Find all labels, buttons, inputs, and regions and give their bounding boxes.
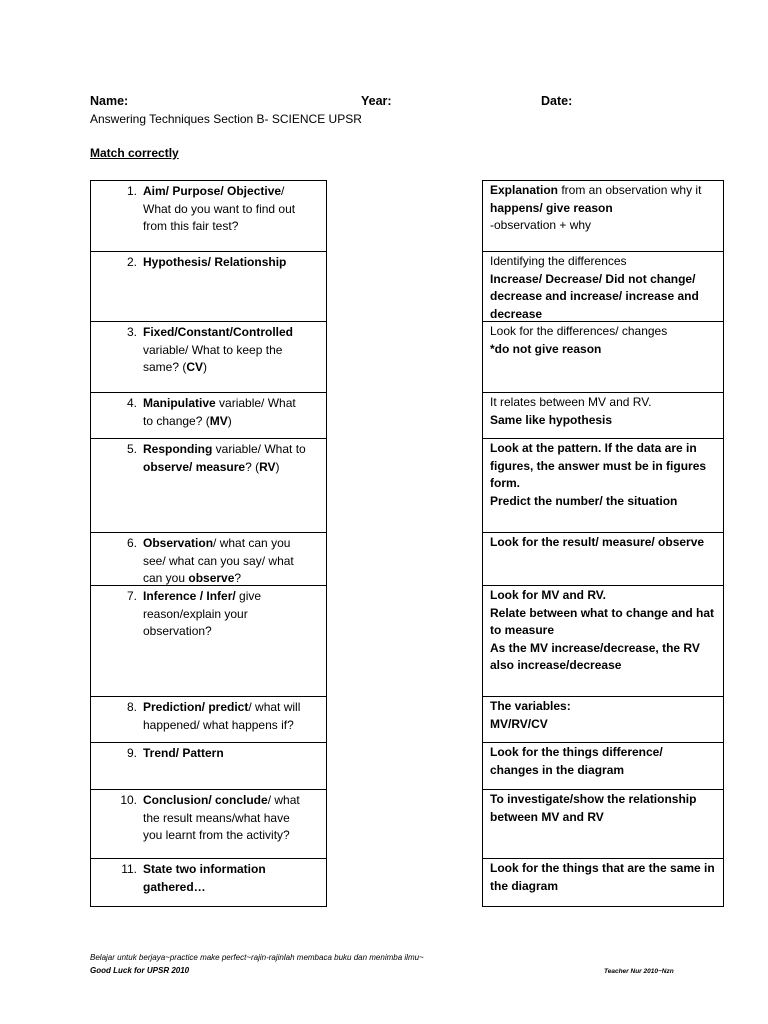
right-item-line [490,412,718,430]
right-item-text: changes in the diagram [490,762,625,777]
name-label: Name: [90,94,129,108]
right-item-text: decrease [490,306,543,321]
left-item-line [143,254,320,272]
item-number: 10. [120,793,137,807]
left-item-line [143,745,320,763]
left-item-cell [91,181,326,251]
left-item-cell [91,438,326,532]
left-item-text: / what [267,793,300,807]
left-item-line [143,827,320,845]
left-item-line [143,588,320,606]
item-term [143,745,320,789]
right-item-text: Increase/ Decrease/ Did not change/ [490,271,696,286]
right-item-line [490,493,718,511]
right-item-cell [483,789,723,858]
left-item-line [143,459,320,477]
left-item-line [143,183,320,201]
left-item-text: Trend/ Pattern [143,746,224,760]
left-item-line [143,218,320,236]
item-number: 2. [126,255,137,269]
left-item-cell [91,392,326,438]
right-item-text: Look for the things that are the same in [490,861,715,875]
left-item-text: MV [209,413,228,428]
left-item-cell [91,585,326,696]
item-number: 9. [126,746,137,760]
left-item-line [143,699,320,717]
left-item-line [143,395,320,413]
year-label: Year: [361,94,392,108]
left-item-text: Prediction/ predict [143,700,249,714]
left-item-text: variable/ What to keep the [143,342,283,357]
left-item-line [143,342,320,360]
item-term [143,861,320,906]
right-item-line [490,341,718,359]
right-item-line [490,534,718,552]
left-item-line [143,810,320,828]
left-item-line [143,553,320,571]
right-item-line [490,698,718,716]
right-item-cell [483,321,723,392]
right-item-line [490,640,718,658]
right-item-text: *do not give reason [490,341,602,356]
right-item-cell [483,742,723,789]
item-term [143,254,320,321]
right-item-text: MV/RV/CV [490,716,548,731]
match-heading: Match correctly [90,146,179,160]
right-item-line [490,744,718,762]
left-item-text: you learnt from the activity? [143,828,290,842]
right-item-cell [483,438,723,532]
right-item-text: Look for the result/ measure/ observe [490,535,705,549]
right-item-cell [483,696,723,742]
left-item-line [143,535,320,553]
right-item-text: also increase/decrease [490,658,622,672]
right-item-cell [483,251,723,321]
left-item-text: Fixed/Constant/Controlled [143,325,293,339]
footer-teacher: Teacher Nur 2010~Nzn [604,968,674,975]
right-item-line [490,762,718,780]
right-item-line [490,323,718,341]
right-item-text: Identifying the differences [490,254,627,268]
right-item-cell [483,392,723,438]
right-item-line [490,622,718,640]
right-item-text: Explanation [490,183,559,197]
right-item-text: As the MV increase/decrease, the RV [490,640,700,655]
left-item-line [143,717,320,735]
left-item-cell [91,251,326,321]
right-item-line [490,475,718,493]
left-item-text: Observation [143,536,214,550]
footer-motto: Belajar untuk berjaya~practice make perfect~rajin-rajinlah membaca buku dan menimba ilmu~ [90,953,424,962]
right-item-line [490,306,718,322]
left-item-text: happened/ what happens if? [143,717,294,732]
right-item-text: figures, the answer must be in figures [490,458,707,473]
right-item-text: happens/ give reason [490,200,613,215]
item-term [143,324,320,392]
item-number: 3. [126,325,137,339]
right-item-cell [483,858,723,906]
right-item-text: Look for the things difference/ [490,745,663,759]
left-item-line [143,623,320,641]
left-item-cell [91,532,326,585]
footer-good-luck: Good Luck for UPSR 2010 [90,966,190,975]
right-item-line [490,458,718,476]
left-item-text: gathered… [143,879,206,894]
left-item-text: observation? [143,624,212,638]
item-number: 1. [126,184,137,198]
left-item-text: can you [143,571,189,585]
left-item-text: / what can you [213,536,291,550]
right-item-cell [483,181,723,251]
left-item-text: ) [203,360,208,374]
right-item-text: -observation + why [490,218,592,232]
left-item-text: ? [234,571,242,585]
left-item-cell [91,321,326,392]
left-item-line [143,201,320,219]
right-item-line [490,716,718,734]
left-item-text: observe [188,571,235,585]
right-item-line [490,791,718,809]
left-item-text: give [235,589,262,603]
left-item-text: Manipulative [143,396,216,410]
date-label: Date: [541,94,573,108]
right-item-line [490,271,718,289]
right-item-line [490,657,718,675]
right-item-line [490,440,718,458]
left-item-text: State two information [143,862,266,876]
right-item-text: form. [490,476,520,490]
left-item-line [143,359,320,377]
item-term [143,588,320,696]
left-item-text: to change? ( [143,413,210,428]
item-number: 6. [126,536,137,550]
item-term [143,699,320,742]
right-item-text: To investigate/show the relationship [490,792,697,806]
right-item-text: Look at the pattern. If the data are in [490,441,697,455]
left-item-line [143,861,320,879]
right-item-text: Look for the differences/ changes [490,324,668,338]
left-item-line [143,324,320,342]
right-item-line [490,288,718,306]
left-item-text: / what will [248,700,301,714]
item-term [143,441,320,532]
left-item-line [143,441,320,459]
left-item-line [143,879,320,897]
left-item-text: see/ what can you say/ what [143,553,294,568]
item-term [143,183,320,251]
left-item-cell [91,742,326,789]
right-item-text: between MV and RV [490,809,604,824]
right-item-line [490,217,718,235]
left-item-text: / [281,184,285,198]
right-item-line [490,182,718,200]
left-item-cell [91,858,326,906]
item-number: 5. [126,442,137,456]
left-item-text: Aim/ Purpose/ Objective [143,184,282,198]
left-item-text: Hypothesis/ Relationship [143,255,287,269]
right-item-text: Look for MV and RV. [490,588,607,602]
left-item-text: same? ( [143,360,187,374]
item-number: 7. [126,589,137,603]
worksheet-subtitle: Answering Techniques Section B- SCIENCE UPSR [90,112,362,126]
right-item-text: It relates between MV and RV. [490,395,652,409]
left-item-text: RV [259,459,276,474]
left-item-text: variable/ What [215,396,296,410]
right-item-cell [483,532,723,585]
left-item-text: from this fair test? [143,219,239,233]
right-item-line [490,809,718,827]
left-item-line [143,413,320,431]
left-item-text: observe/ measure [143,459,246,474]
item-term [143,395,320,438]
right-column-table [482,180,724,907]
left-item-text: reason/explain your [143,606,248,621]
left-item-text: the result means/what have [143,810,290,825]
item-term [143,535,320,585]
left-item-text: ) [227,413,232,428]
right-item-line [490,253,718,271]
right-item-line [490,394,718,412]
right-item-text: The variables: [490,699,571,713]
left-item-text: Conclusion/ conclude [143,793,268,807]
left-item-text: CV [186,360,204,374]
item-number: 8. [126,700,137,714]
right-item-line [490,860,718,878]
right-item-line [490,878,718,896]
item-term [143,792,320,858]
right-item-line [490,605,718,623]
right-item-text: to measure [490,623,555,637]
left-column-table [90,180,327,907]
right-item-text: from an observation why it [558,183,702,197]
left-item-text: Inference / Infer/ [143,589,236,603]
left-item-text: What do you want to find out [143,201,296,216]
right-item-text: Predict the number/ the situation [490,493,678,508]
left-item-text: ) [275,459,280,474]
right-item-line [490,200,718,218]
right-item-cell [483,585,723,696]
right-item-line [490,587,718,605]
left-item-text: ? ( [245,459,260,474]
left-item-line [143,792,320,810]
left-item-text: Responding [143,442,213,456]
left-item-text: variable/ What to [212,442,306,456]
right-item-text: Same like hypothesis [490,412,613,427]
left-item-line [143,570,320,585]
left-item-line [143,606,320,624]
right-item-text: decrease and increase/ increase and [490,289,699,303]
item-number: 4. [126,396,137,410]
right-item-text: the diagram [490,878,559,893]
item-number: 11. [121,862,137,876]
left-item-cell [91,696,326,742]
right-item-text: Relate between what to change and hat [490,605,715,620]
left-item-cell [91,789,326,858]
